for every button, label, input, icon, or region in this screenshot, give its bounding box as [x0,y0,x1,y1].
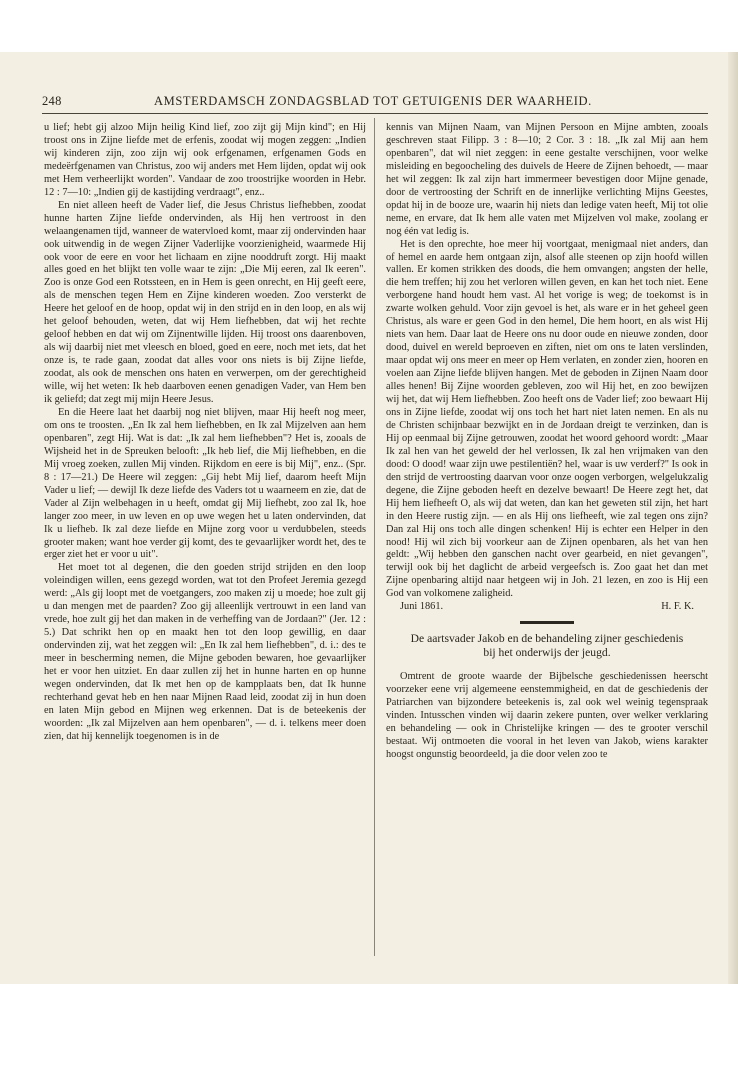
paragraph: Het is den oprechte, hoe meer hij voortgaat, menigmaal niet anders, dan of hemel en aarde hem ontgaan zijn, alsof alle steenen op zijn hoofd willen vallen. Er komen strikken des doods, die hem omvangen; angsten der helle, die hem treffen; hij zou het verloren willen geven, en kan het toch niet. Eene verborgene hand houdt hem vast. Al het vorige is weg; de toekomst is in zwarte wolken gehuld. Voor zijn gevoel is het, als ware er in het geheel geen Christus, als ware er geen God in den hemel, Die hem hoort, en als wist Hij niets van hem. Daar laat de Heere ons nu door oude en nieuwe zonden, door dood, duivel en wereld beproeven en ziften, niet om ons te laten verslinden, maar opdat wij ons meer en meer op Hem verlaten, en zonder zien, hooren en voelen aan Zijne liefde blijven hangen. Met de geboden in Zijnen Naam door alles henen! Bij Zijne woorden gebleven, zoo wil Hij het, en zoo bewijzen wij het, dat wij Hem liefhebben. Zoo heeft ons de Vader lief; zoo bewaart Hij ons in Zijne liefde, zoodat wij ons toch het hart niet laten nemen. En als nu de Christen schijnbaar bezwijkt en in de Jordaan dreigt te verzinken, dan is Hij op eenmaal bij Zijne getrouwen, zoodat het woord gehoord wordt: „Maar Ik zal hen van het geweld der hel verlossen, Ik zal hen vrijmaken van den dood: O dood! waar zijn uwe pestilentiën? hel, waar is uw verderf?" Is ook in den strijd de vertroosting daarvan voor onze oogen verborgen, welgelukzalig degene, die Zijne geboden heeft en dezelve bewaart! De Heere zegt het, dat Hij hem liefheeft O, als wij dat weten, dan kan het geweten stil zijn, het hart in den Heere rustig zijn. — en als Hij ons liefheeft, wie zal tegen ons zijn? Dan zal Hij ons toch alle dingen schenken! Hij is echter een Helper in den nood! Hij wil zich bij voorkeur aan de Zijnen openbaren, als het van hen geldt: „Wij hebben den ganschen nacht over gearbeid, en niet gevangen", terwijl ook bij het daglicht de arbeid vergeefsch is. Zoo gaat het dan met Zijne openbaring altijd naar hetgeen wij in Joh. 21 lezen, en zoo is Hij een God van volkomene zaligheid. [386,238,708,600]
article-title [386,632,708,660]
paragraph: Het moet tot al degenen, die den goeden strijd strijden en den loop voleindigen willen, eens gezegd worden, wat tot den Profeet Jeremia gezegd werd: „Als gij loopt met de voetgangers, zoo maken zij u moede; hoe zult gij u dan mengen met de paarden? Zoo gij alleenlijk vertrouwt in een land van vrede, hoe zult gij het dan maken in de verheffing van de Jordaan?" (Jer. 12 : 5.) Dat schrikt hen op en maakt hen tot den loop gewillig, en daar ondervinden zij, wat het zeggen wil: „En Ik zal hem liefhebben", d. i.: des te meer in bescherming nemen, die Mijne geboden bewaren, hoe gevaarlijker het er voor hen uitziet. En daar zullen zij het in hunne harten en op hunne wegen ondervinden, dat Ik met hen op de kampplaats ben, dat Ik hunne rechterhand gevat heb en hen naar Mijnen Raad leid, zoodat zij in hun doen en laten Mijn gebod en Mijnen weg erkennen. Dat is de beteekenis der woorden: „Ik zal Mijzelven aan hem openbaren", — d. i. telkens meer doen zien, dat hij kennelijk toegenomen is in de [44,562,366,742]
signature-initials: H. F. K. [661,601,694,613]
article-title-line: De aartsvader Jakob en de behandeling zijner geschiedenis [410,632,684,646]
newspaper-page [0,52,738,984]
section-divider [520,621,574,624]
page-header [42,94,708,110]
masthead-title: AMSTERDAMSCH ZONDAGSBLAD TOT GETUIGENIS DER WAARHEID. [154,94,592,108]
page-number: 248 [42,94,62,108]
page-edge [728,52,738,984]
article-paragraph: Omtrent de groote waarde der Bijbelsche geschiedenissen heerscht voorzeker eene vrij algemeene eenstemmigheid, en dat de geschiedenis der Patriarchen van bijzondere beteekenis is, zal ook wel weinig tegenspraak vinden. Intusschen vinden wij daarin zekere punten, over welker verklaring en behandeling — ook in Christelijke kringen — des te grooter verschil bestaat. Wij ontmoeten die vooral in het leven van Jakob, wiens karakter hoogst ongunstig beoordeeld, ja die door velen zoo te [386,671,708,760]
header-rule [42,113,708,114]
paragraph: En niet alleen heeft de Vader lief, die Jesus Christus liefhebben, zoodat hunne harten Zijne liefde ondervinden, als Hij hen vertroost in den welaangenamen tijd, wanneer de watervloed komt, maar zij ondervinden haar ook uitwendig in de wegen Zijner Vaderlijke voorzienigheid, waarmede Hij ook voor de eere en voor het lichaam en zijne nooddruft zorgt. Hij maakt alles goed en het blijkt ten volle waar te zijn: „Die Mij eeren, zal Ik eeren". Zoo is onze God een Rotssteen, en in Hem is geen onrecht, en Hij geeft eere, als de menschen tegen Hem en Zijne kinderen woeden. Zoo versterkt de Heere het geloof en de hoop, opdat wij in den strijd en in den loop, en als wij het geloof behouden, weten, dat wij Hem liefhebben, dat wij het rechte geloof hebben en dat wij om Zijnentwille lijden. Hij troost ons daarenboven, als wij daarbij niet met vleesch en bloed, goed en eere, noch met iets, dat het onze is, te rade gaan, zoodat dat alles voor ons niets is bij Zijne liefde, zoodat, als ook de menschen ons haten en verwerpen, om der gerechtigheid wille, wij het weten: Ik heb daarboven eenen genadigen Vader, van Hem ben ik geliefd; dat zegt mij mijn Heere Jesus. [44,199,366,406]
column-divider [374,118,375,956]
paragraph: En die Heere laat het daarbij nog niet blijven, maar Hij heeft nog meer, om ons te troosten. „En Ik zal hem liefhebben, en Ik zal Mijzelven aan hem openbaren", zegt Hij. Wat is dat: „Ik zal hem liefhebben"? Het is, zooals de Wijsheid het in de Spreuken belooft: „Ik heb lief, die Mij liefhebben, en die Mij vroeg zoeken, zullen Mij vinden. Rijkdom en eere is bij Mij", enz.. (Spr. 8 : 17—21.) De Heere wil zeggen: „Gij hebt Mij lief, daarom heeft Mijn Vader u lief; — dewijl Ik deze liefde des Vaders tot u waarneem en zie, dat de Vader al Zijn welbehagen in u heeft, omdat gij Mij liefhebt, zoo zal Ik, hoe langer zoo meer, in uw leven en op uwe wegen het u laten ondervinden, dat Ik u liefheb. Ik zal deze liefde en Mijne zorg voor u verdubbelen, steeds grooter maken; want hoe verder gij komt, des te gevaarlijker wordt het, des te erger ziet het er voor u uit". [44,406,366,561]
right-column [386,122,708,762]
paragraph: kennis van Mijnen Naam, van Mijnen Persoon en Mijne ambten, zooals geschreven staat Filipp. 3 : 8—10; 2 Cor. 3 : 18. „Ik zal Mij aan hem openbaren", dat wil niet zeggen: in eene gestalte verschijnen, voor welke misleiding en begoocheling des duivels de Heere de Zijnen behoedt, — maar het wil zeggen: Ik zal zijn hart immermeer bevestigen door Mijne genade, door de vertroosting der Schrift en de innerlijke verlichting Mijns Geestes, opdat hij in de booze ure, waarin hij niets dan ledige vaten heeft, Mij tot olie neme, en ervare, dat Ik hem alle vaten met Mijzelven vol make, zoolang er nog één vat ledig is. [386,122,708,237]
left-column [44,122,366,744]
signature-date: Juni 1861. [400,601,444,613]
signature-line [386,601,708,614]
paragraph: u lief; hebt gij alzoo Mijn heilig Kind lief, zoo zijt gij Mijn kind"; en Hij troost ons in Zijne liefde met de erfenis, zoodat wij mogen zeggen: „Indien wij kinderen zijn, zoo zijn wij ook erfgenamen, erfgenamen Gods en medeërfgenamen van Christus, zoo wij anders met Hem lijden, opdat wij ook met Hem verheerlijkt worden". Vandaar de zoo troostrijke woorden in Hebr. 12 : 7—10: „Indien gij de kastijding verdraagt", enz.. [44,122,366,198]
article-title-line: bij het onderwijs der jeugd. [483,646,611,660]
